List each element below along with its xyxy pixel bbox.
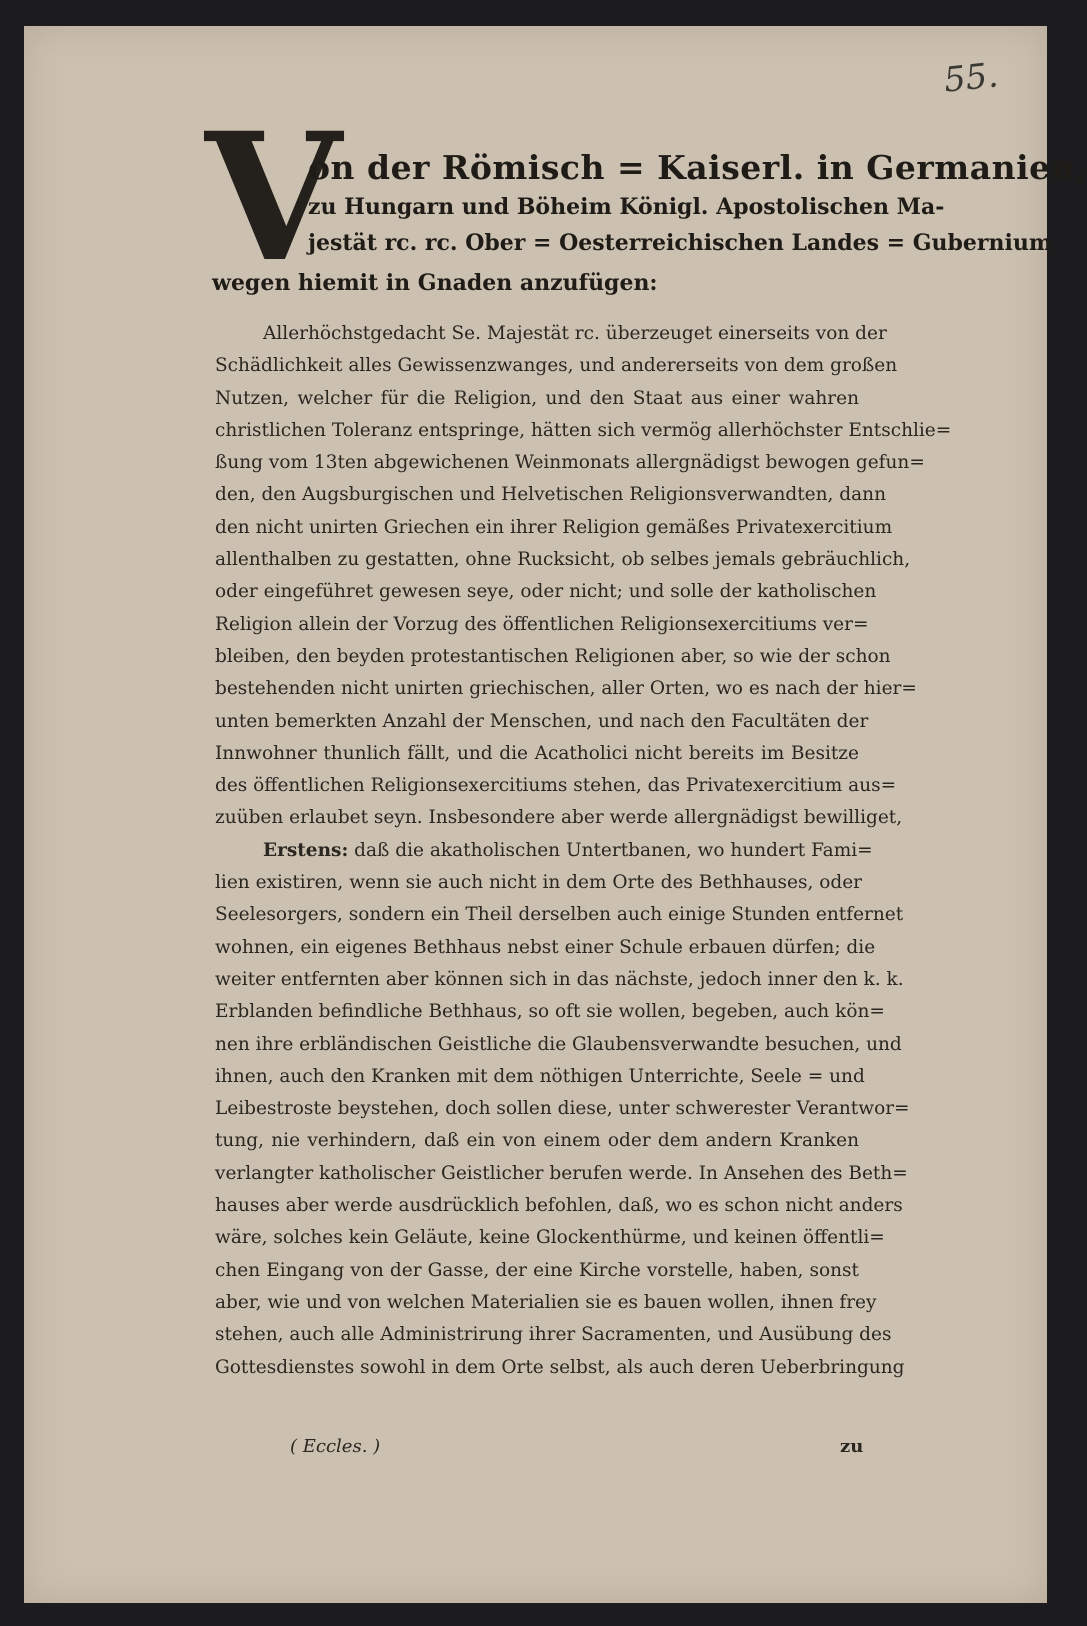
text-line: stehen, auch alle Administrirung ihrer Sacramenten, und Ausübung des [215,1324,892,1346]
text-line: ßung vom 13ten abgewichenen Weinmonats allergnädigst bewogen gefun= [215,452,925,474]
decree-body [215,318,952,1384]
text-line [215,835,873,867]
text-line: weiter entfernten aber können sich in das nächste, jedoch inner den k. k. [215,968,904,990]
text-line: Leibestroste beystehen, doch sollen diese, unter schwerester Verantwor= [215,1098,910,1120]
text-line: nen ihre erbländischen Geistliche die Glaubensverwandte besuchen, und [215,1033,902,1055]
text-line: verlangter katholischer Geistlicher berufen werde. In Ansehen des Beth= [215,1162,908,1184]
text-line: aber, wie und von welchen Materialien sie es bauen wollen, ihnen frey [215,1291,877,1313]
text-line: Seelesorgers, sondern ein Theil derselben auch einige Stunden entfernet [215,904,904,926]
text-line: Erblanden befindliche Bethhaus, so oft sie wollen, begeben, auch kön= [215,1001,885,1023]
text-line: zuüben erlaubet seyn. Insbesondere aber werde allergnädigst bewilliget, [215,807,903,829]
text-line: bleiben, den beyden protestantischen Religionen aber, so wie der schon [215,645,891,667]
heading-line-3: jestät rc. rc. Ober = Oesterreichischen Landes = Gubernium [308,230,1053,256]
text-line: Allerhöchstgedacht Se. Majestät rc. überzeuget einerseits von der [263,323,887,344]
text-line: des öffentlichen Religionsexercitiums stehen, das Privatexercitium aus= [215,775,897,797]
text-line: wäre, solches kein Geläute, keine Glockenthürme, und keinen öffentli= [215,1227,885,1249]
text-line: Nutzen, welcher für die Religion, und den Staat aus einer wahren [215,387,859,409]
text-line: unten bemerkten Anzahl der Menschen, und nach den Facultäten der [215,710,869,732]
catchword: zu [840,1436,864,1457]
text-line: lien existiren, wenn sie auch nicht in dem Orte des Bethhauses, oder [215,872,863,894]
heading-line-4: wegen hiemit in Gnaden anzufügen: [212,270,658,296]
signature-mark: ( Eccles. ) [290,1436,381,1457]
heading-line-2: zu Hungarn und Böheim Königl. Apostolischen Ma- [308,194,945,220]
paragraph-2 [215,835,910,1384]
text-line: den, den Augsburgischen und Helvetischen Religionsverwandten, dann [215,484,886,506]
text-line: bestehenden nicht unirten griechischen, aller Orten, wo es nach der hier= [215,678,917,700]
text-line: Religion allein der Vorzug des öffentlichen Religionsexercitiums ver= [215,613,869,635]
paragraph-lead: Erstens: [263,839,349,861]
text-line: chen Eingang von der Gasse, der eine Kirche vorstelle, haben, sonst [215,1259,859,1281]
text-line: wohnen, ein eigenes Bethhaus nebst einer Schule erbauen dürfen; die [215,936,876,958]
paragraph-1 [215,318,952,835]
text-line-rest: daß die akatholischen Untertbanen, wo hundert Fami= [354,839,873,861]
text-line: Schädlichkeit alles Gewissenzwanges, und andererseits von dem großen [215,355,898,377]
heading-line-1: on der Römisch = Kaiserl. in Germanien, [308,148,1087,187]
folio-number: 55. [942,55,1001,101]
text-line: den nicht unirten Griechen ein ihrer Religion gemäßes Privatexercitium [215,516,893,538]
text-line: hauses aber werde ausdrücklich befohlen, daß, wo es schon nicht anders [215,1195,903,1217]
text-line: christlichen Toleranz entspringe, hätten sich vermög allerhöchster Entschlie= [215,419,952,441]
text-line: ihnen, auch den Kranken mit dem nöthigen Unterrichte, Seele = und [215,1065,865,1087]
decorated-initial: V [205,94,342,301]
text-line: tung, nie verhindern, daß ein von einem oder dem andern Kranken [215,1130,859,1152]
text-line: Gottesdienstes sowohl in dem Orte selbst, als auch deren Ueberbringung [215,1356,905,1378]
text-line: allenthalben zu gestatten, ohne Rucksicht, ob selbes jemals gebräuchlich, [215,549,911,571]
text-line: oder eingeführet gewesen seye, oder nicht; und solle der katholischen [215,581,877,603]
text-line: Innwohner thunlich fällt, und die Acatholici nicht bereits im Besitze [215,742,859,764]
